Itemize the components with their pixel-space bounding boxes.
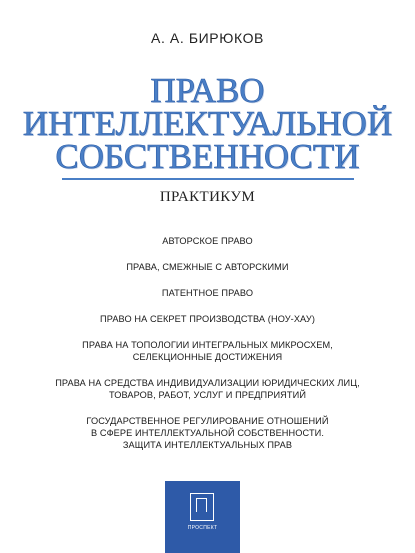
title-line-1: ПРАВО [150, 71, 265, 110]
contents-item-topologies [0, 339, 415, 363]
author-name: А. А. БИРЮКОВ [151, 30, 264, 46]
contents-line: ПАТЕНТНОЕ ПРАВО [161, 288, 254, 298]
contents-line: В СФЕРЕ ИНТЕЛЛЕКТУАЛЬНОЙ СОБСТВЕННОСТИ. [90, 428, 325, 438]
contents-item-know-how [0, 313, 415, 325]
publisher-badge [165, 481, 240, 553]
publisher-name: ПРОСПЕКТ [187, 525, 218, 531]
title-divider [62, 178, 354, 180]
contents-item-state-regulation [0, 415, 415, 451]
contents-item-copyright [0, 235, 415, 247]
contents-line: ПРАВА НА СРЕДСТВА ИНДИВИДУАЛИЗАЦИИ ЮРИДИЧЕСКИХ ЛИЦ, [55, 378, 360, 388]
logo-inner-mark [196, 498, 207, 512]
title-line-2: ИНТЕЛЛЕКТУАЛЬНОЙ [22, 104, 393, 143]
contents-line: СЕЛЕКЦИОННЫЕ ДОСТИЖЕНИЯ [132, 352, 283, 362]
title-line-3: СОБСТВЕННОСТИ [55, 137, 360, 176]
contents-line: АВТОРСКОЕ ПРАВО [162, 236, 253, 246]
contents-line: ПРАВА НА ТОПОЛОГИИ ИНТЕГРАЛЬНЫХ МИКРОСХЕМ, [82, 340, 333, 350]
contents-list [0, 235, 415, 465]
contents-line: ЗАЩИТА ИНТЕЛЛЕКТУАЛЬНЫХ ПРАВ [122, 440, 293, 450]
contents-line: ПРАВО НА СЕКРЕТ ПРОИЗВОДСТВА (НОУ-ХАУ) [100, 314, 315, 324]
book-title [0, 71, 415, 176]
contents-item-patent-law [0, 287, 415, 299]
contents-item-individualization [0, 377, 415, 401]
contents-line: ПРАВА, СМЕЖНЫЕ С АВТОРСКИМИ [126, 262, 289, 272]
prospekt-logo-icon [190, 493, 214, 521]
contents-line: ГОСУДАРСТВЕННОЕ РЕГУЛИРОВАНИЕ ОТНОШЕНИЙ [86, 416, 329, 426]
contents-item-related-rights [0, 261, 415, 273]
book-subtitle: ПРАКТИКУМ [159, 189, 256, 205]
contents-line: ТОВАРОВ, РАБОТ, УСЛУГ И ПРЕДПРИЯТИЙ [108, 390, 307, 400]
